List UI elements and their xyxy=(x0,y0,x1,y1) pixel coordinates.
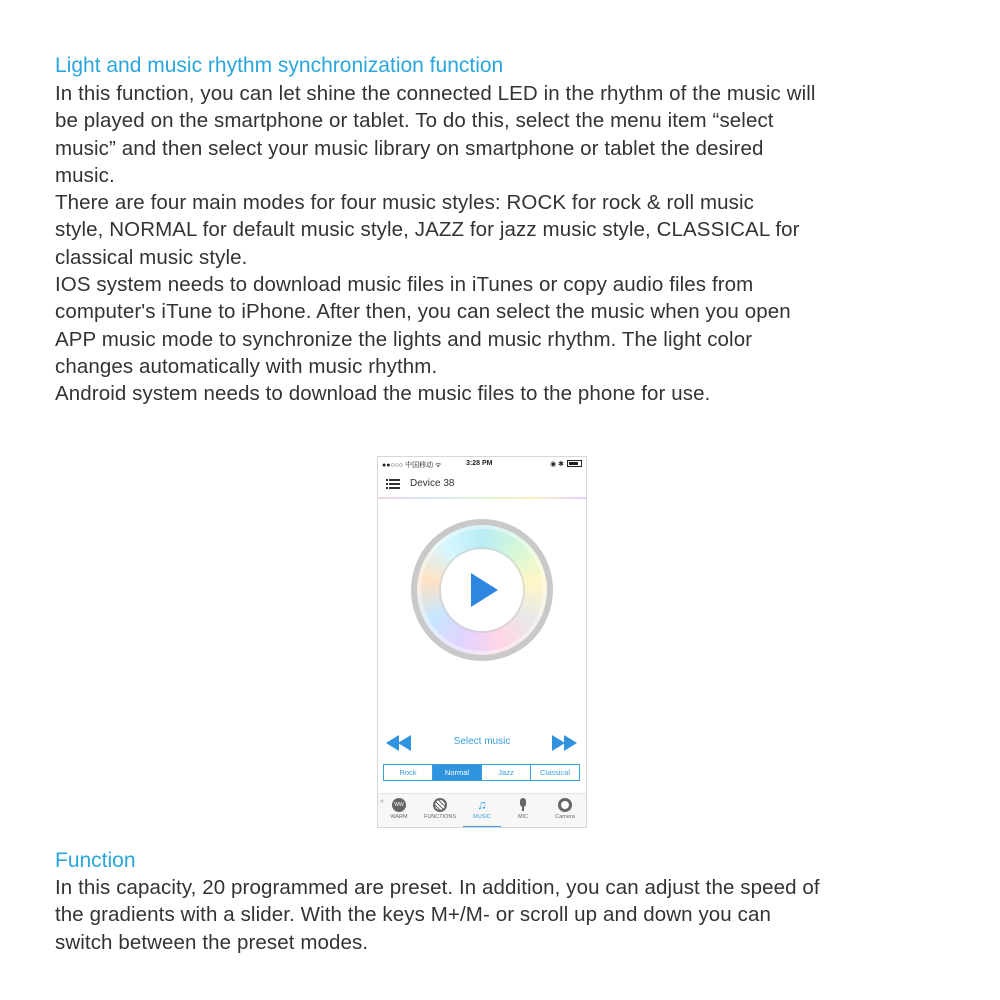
tab-label: FUNCTIONS xyxy=(423,814,457,820)
status-icons: ◉ ✱ xyxy=(550,461,564,468)
text-line: style, NORMAL for default music style, JAZZ for jazz music style, CLASSICAL for xyxy=(55,218,800,242)
mode-classical[interactable]: Classical xyxy=(539,768,570,777)
text-line: music. xyxy=(55,163,115,187)
text-line: be played on the smartphone or tablet. To do this, select the menu item “select xyxy=(55,109,774,133)
text-line: IOS system needs to download music files in iTunes or copy audio files from xyxy=(55,273,754,297)
tab-music[interactable] xyxy=(463,798,501,820)
play-icon[interactable] xyxy=(471,573,498,607)
next-track-icon[interactable] xyxy=(549,735,577,751)
mode-rock[interactable]: Rock xyxy=(384,765,433,780)
text-line: the gradients with a slider. With the keys M+/M- or scroll up and down you can xyxy=(55,903,771,927)
app-header xyxy=(378,471,586,497)
tab-label: MUSIC xyxy=(473,814,491,820)
tab-label: MIC xyxy=(517,814,529,820)
text-line: In this function, you can let shine the connected LED in the rhythm of the music will xyxy=(55,82,816,105)
tab-camera[interactable] xyxy=(546,798,584,820)
carrier-signal: ●●○○○ 中国移动 ᯤ xyxy=(382,462,442,469)
battery-icon xyxy=(567,460,582,467)
tab-label: Camera xyxy=(555,814,575,820)
tab-label: WARM xyxy=(390,814,408,820)
text-line: APP music mode to synchronize the lights and music rhythm. The light color xyxy=(55,327,753,351)
mode-normal[interactable]: Normal xyxy=(433,765,482,780)
phone-screenshot xyxy=(377,456,587,828)
text-line: changes automatically with music rhythm. xyxy=(55,354,438,378)
function-paragraph xyxy=(55,874,935,956)
tab-warm[interactable] xyxy=(380,798,418,820)
music-sync-paragraph xyxy=(55,80,935,408)
text-line: There are four main modes for four music styles: ROCK for rock & roll music xyxy=(55,191,755,215)
text-line: music” and then select your music library on smartphone or tablet the desired xyxy=(55,136,764,160)
status-bar xyxy=(378,457,586,471)
text-line: switch between the preset modes. xyxy=(55,930,369,954)
text-line: computer's iTune to iPhone. After then, you can select the music when you open xyxy=(55,300,791,324)
active-tab-indicator xyxy=(463,826,501,827)
select-music-button[interactable]: Select music xyxy=(453,736,511,747)
text-line: Android system needs to download the music files to the phone for use. xyxy=(55,382,711,406)
bottom-tab-bar xyxy=(378,793,586,828)
device-title: Device 38 xyxy=(410,478,455,489)
music-note-icon: ♫ xyxy=(477,797,487,812)
section-heading-function: Function xyxy=(55,849,136,872)
tab-mic[interactable] xyxy=(504,798,542,820)
camera-icon xyxy=(558,798,572,812)
section-heading-music-sync: Light and music rhythm synchronization function xyxy=(55,54,504,77)
warm-icon: WW xyxy=(392,798,406,812)
menu-icon[interactable] xyxy=(386,479,400,490)
text-line: In this capacity, 20 programmed are preset. In addition, you can adjust the speed of xyxy=(55,876,820,899)
mode-jazz[interactable]: Jazz xyxy=(482,765,531,780)
scroll-left-icon[interactable]: « xyxy=(380,798,384,805)
text-line: classical music style. xyxy=(55,245,248,269)
functions-icon xyxy=(433,798,447,812)
tab-functions[interactable] xyxy=(421,798,459,820)
music-mode-selector xyxy=(383,764,580,781)
playback-controls xyxy=(378,731,586,755)
status-time: 3:28 PM xyxy=(466,460,493,467)
microphone-icon xyxy=(516,798,530,812)
rainbow-divider xyxy=(378,497,586,499)
